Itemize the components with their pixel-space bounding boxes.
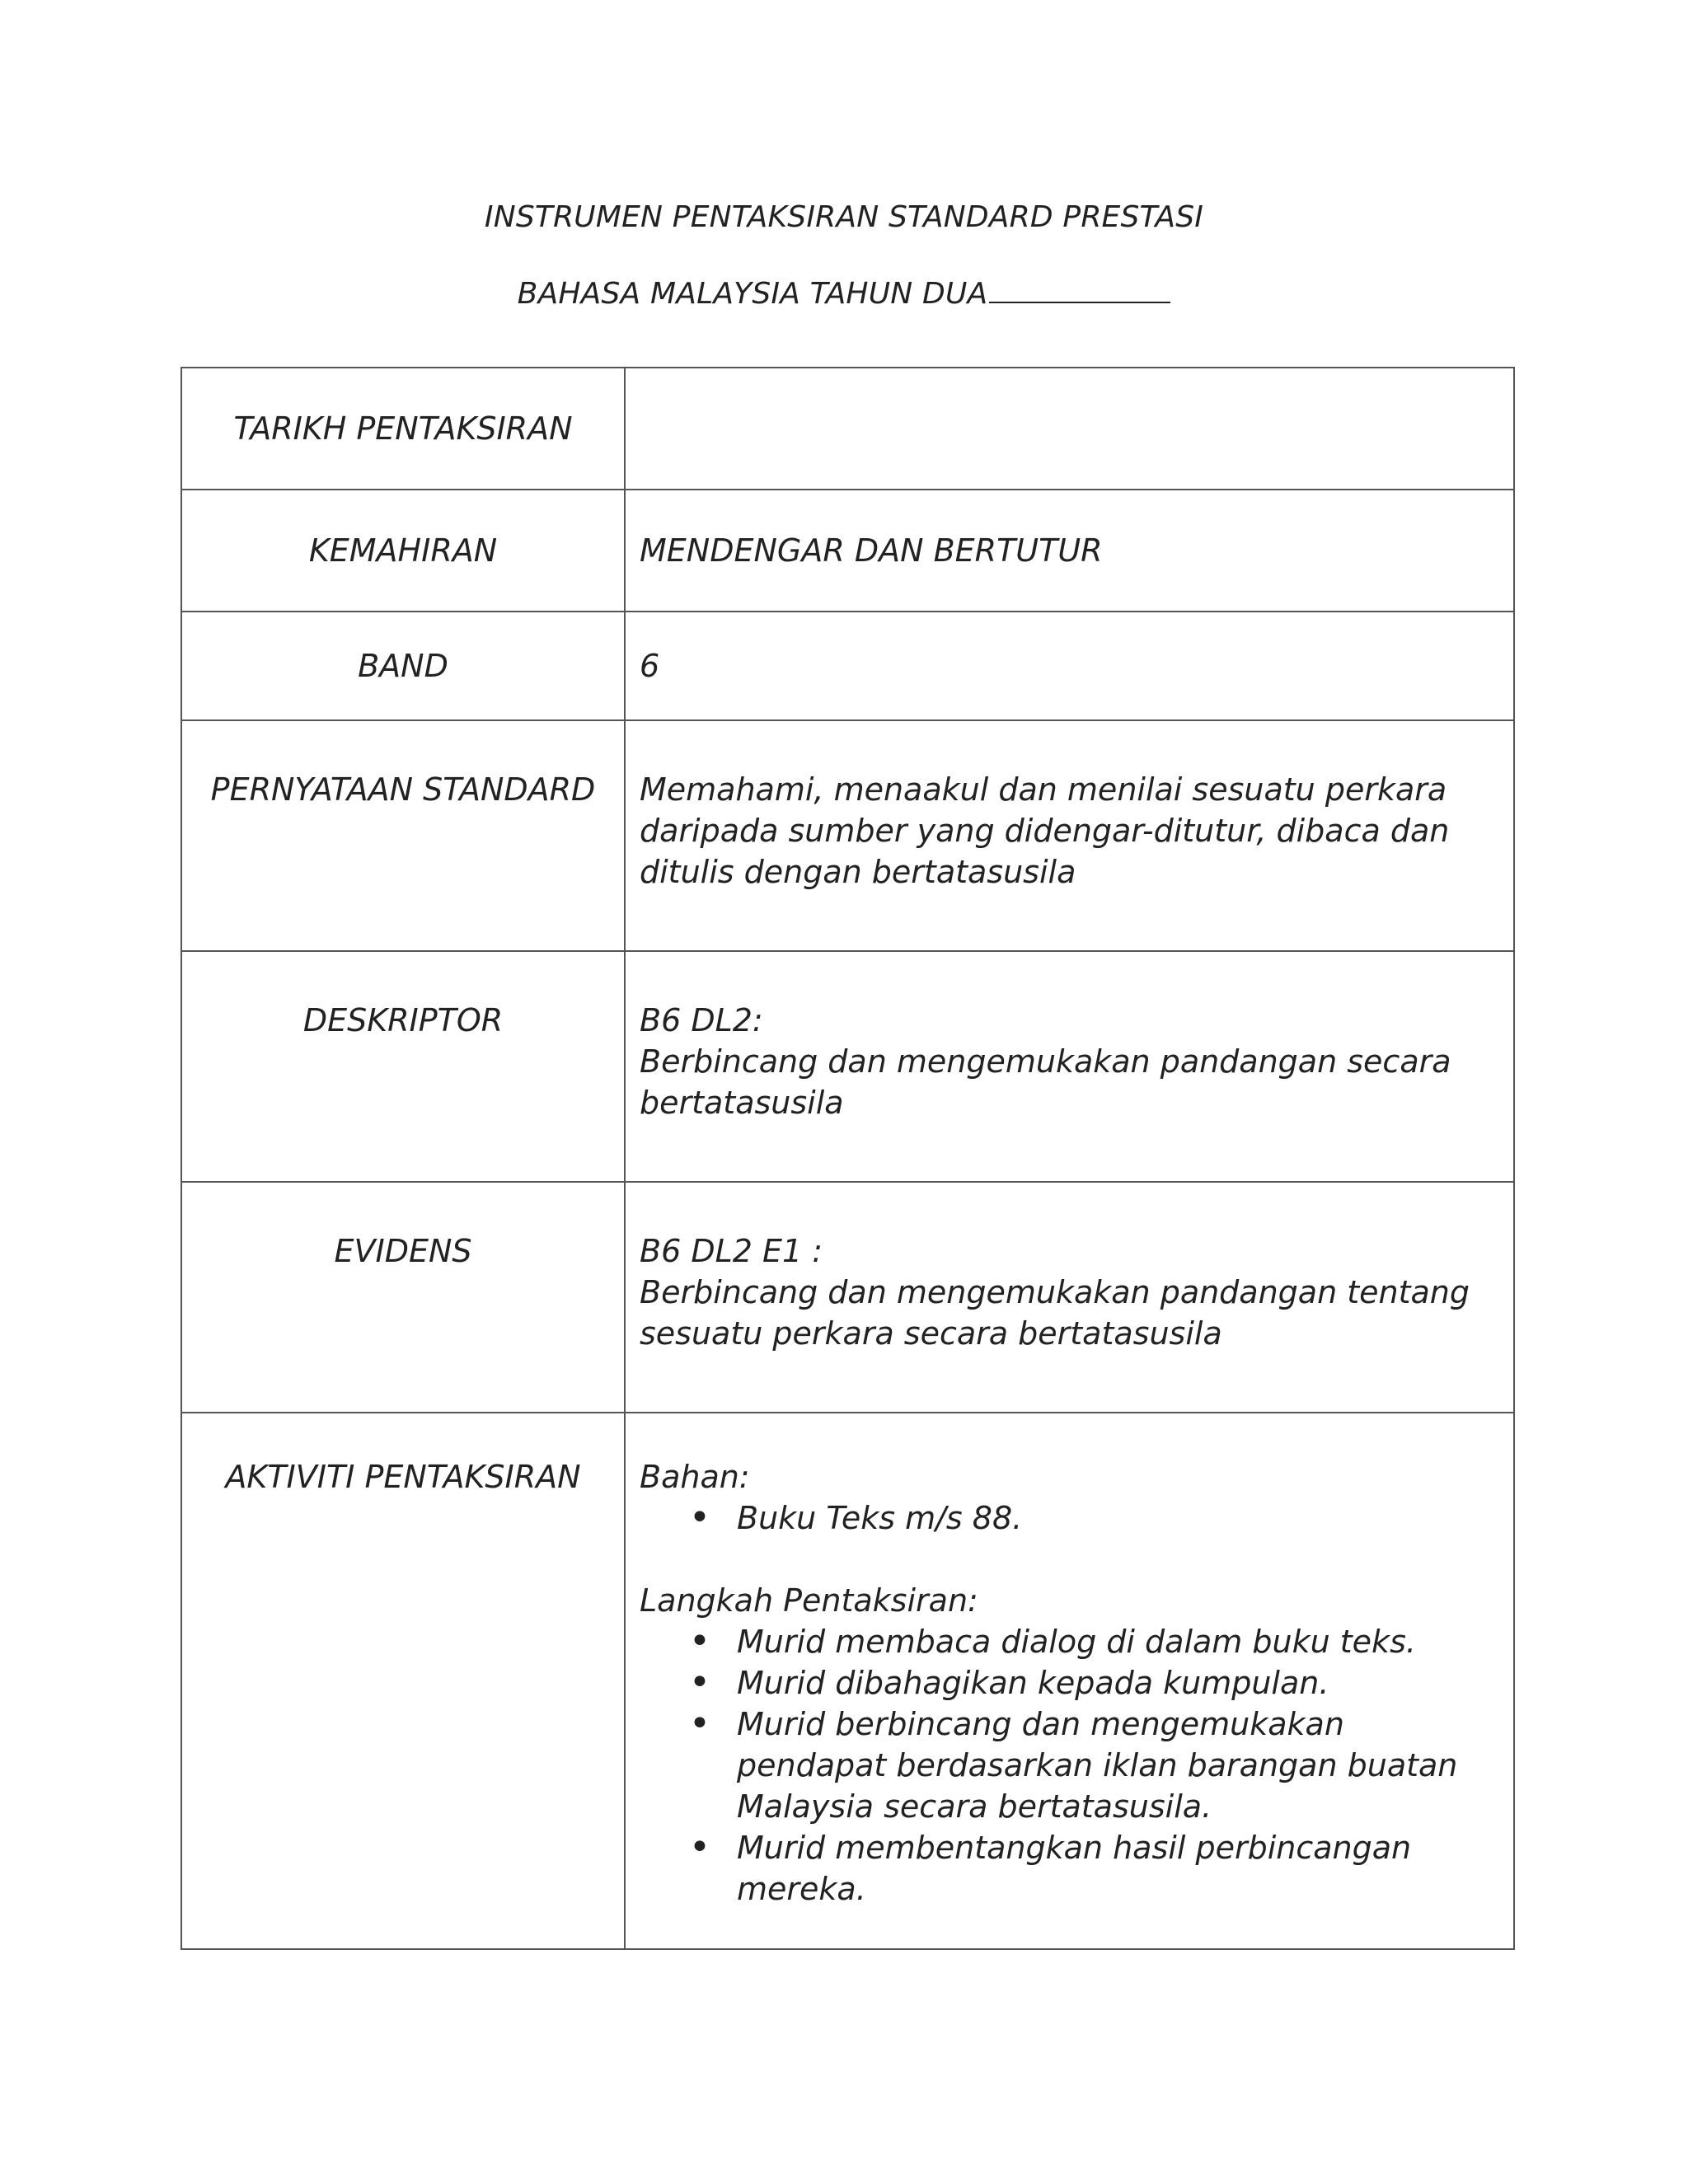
bahan-heading: Bahan:: [640, 1459, 750, 1495]
value-kemahiran: MENDENGAR DAN BERTUTUR: [625, 490, 1514, 612]
list-item: • Murid membentangkan hasil perbincangan mereka.: [737, 1827, 1502, 1910]
langkah-heading: Langkah Pentaksiran:: [640, 1582, 978, 1619]
deskriptor-text: Berbincang dan mengemukakan pandangan secara bertatasusila: [640, 1043, 1451, 1121]
table-row-band: [181, 612, 1514, 720]
subtitle-blank-line: [989, 274, 1170, 303]
document-title: INSTRUMEN PENTAKSIRAN STANDARD PRESTASI: [484, 200, 1204, 234]
assessment-table: [181, 367, 1515, 1950]
spacer: [640, 1539, 1502, 1580]
evidens-text: Berbincang dan mengemukakan pandangan tentang sesuatu perkara secara bertatasusila: [640, 1274, 1470, 1352]
label-aktiviti-pentaksiran: AKTIVITI PENTAKSIRAN: [181, 1413, 625, 1949]
evidens-code: B6 DL2 E1 :: [640, 1233, 823, 1269]
label-evidens: EVIDENS: [181, 1182, 625, 1413]
list-item: • Murid berbincang dan mengemukakan pendapat berdasarkan iklan barangan buatan Malaysia secara bertatasusila.: [737, 1704, 1502, 1827]
value-aktiviti-pentaksiran: [625, 1413, 1514, 1949]
table-row-evidens: [181, 1182, 1514, 1413]
value-deskriptor: [625, 951, 1514, 1182]
value-tarikh-pentaksiran: [625, 368, 1514, 490]
label-band: BAND: [181, 612, 625, 720]
table-row-kemahiran: [181, 490, 1514, 612]
subtitle-text: BAHASA MALAYSIA TAHUN DUA: [517, 277, 988, 311]
label-tarikh-pentaksiran: TARIKH PENTAKSIRAN: [181, 368, 625, 490]
table-row-aktiviti: [181, 1413, 1514, 1949]
value-pernyataan-standard: Memahami, menaakul dan menilai sesuatu perkara daripada sumber yang didengar-ditutur, dibaca dan ditulis dengan bertatasusila: [625, 720, 1514, 951]
value-evidens: [625, 1182, 1514, 1413]
deskriptor-code: B6 DL2:: [640, 1002, 763, 1038]
value-band: 6: [625, 612, 1514, 720]
list-item: • Murid membaca dialog di dalam buku teks.: [737, 1621, 1502, 1662]
label-kemahiran: KEMAHIRAN: [181, 490, 625, 612]
bahan-list: [640, 1497, 1502, 1539]
document-subtitle: [0, 274, 1688, 312]
list-item: • Murid dibahagikan kepada kumpulan.: [737, 1662, 1502, 1704]
table-row-pernyataan: [181, 720, 1514, 951]
label-pernyataan-standard: PERNYATAAN STANDARD: [181, 720, 625, 951]
label-deskriptor: DESKRIPTOR: [181, 951, 625, 1182]
list-item: • Buku Teks m/s 88.: [737, 1497, 1502, 1539]
table-row-deskriptor: [181, 951, 1514, 1182]
table-row-tarikh: [181, 368, 1514, 490]
langkah-list: [640, 1621, 1502, 1910]
